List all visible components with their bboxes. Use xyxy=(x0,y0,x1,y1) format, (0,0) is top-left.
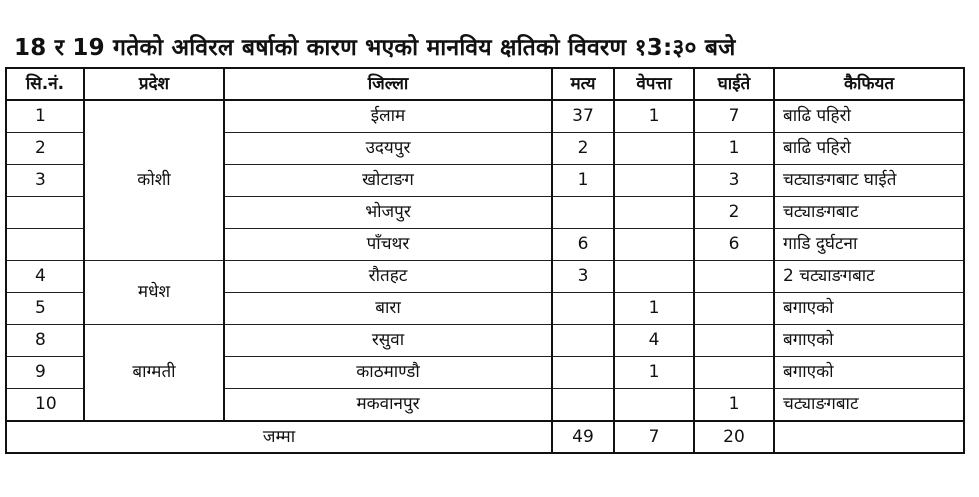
cell-sn xyxy=(6,197,84,229)
cell-missing xyxy=(614,389,694,422)
cell-dead: 3 xyxy=(552,261,614,293)
table-row xyxy=(6,325,964,357)
cell-remarks: बगाएको xyxy=(774,357,964,389)
cell-injured: 7 xyxy=(694,100,774,133)
cell-remarks: बगाएको xyxy=(774,293,964,325)
cell-district: ईलाम xyxy=(224,100,552,133)
cell-missing: 1 xyxy=(614,293,694,325)
document-title: 18 र 19 गतेको अविरल बर्षाको कारण भएको मानविय क्षतिको विवरण १3:३० बजे xyxy=(14,35,736,61)
header-remarks: कैफियत xyxy=(774,68,964,100)
cell-district: पाँचथर xyxy=(224,229,552,261)
cell-remarks: चट्याङगबाट xyxy=(774,389,964,422)
cell-missing xyxy=(614,229,694,261)
cell-dead xyxy=(552,357,614,389)
province-cell: बाग्मती xyxy=(84,325,224,422)
header-sn: सि.नं. xyxy=(6,68,84,100)
cell-injured: 1 xyxy=(694,389,774,422)
total-row xyxy=(6,421,964,453)
cell-sn: 3 xyxy=(6,165,84,197)
cell-dead: 1 xyxy=(552,165,614,197)
cell-district: मकवानपुर xyxy=(224,389,552,422)
table-row xyxy=(6,261,964,293)
cell-injured: 1 xyxy=(694,133,774,165)
total-label: जम्मा xyxy=(6,421,552,453)
cell-missing xyxy=(614,197,694,229)
cell-sn: 4 xyxy=(6,261,84,293)
province-cell: मधेश xyxy=(84,261,224,325)
cell-sn: 8 xyxy=(6,325,84,357)
cell-district: खोटाङग xyxy=(224,165,552,197)
cell-dead xyxy=(552,389,614,422)
header-missing: वेपत्ता xyxy=(614,68,694,100)
cell-missing: 1 xyxy=(614,100,694,133)
cell-injured: 2 xyxy=(694,197,774,229)
cell-remarks: गाडि दुर्घटना xyxy=(774,229,964,261)
cell-district: भोजपुर xyxy=(224,197,552,229)
cell-district: रौतहट xyxy=(224,261,552,293)
total-remarks-empty xyxy=(774,421,964,453)
cell-remarks: चट्याङगबाट घाईते xyxy=(774,165,964,197)
cell-missing: 4 xyxy=(614,325,694,357)
cell-sn: 1 xyxy=(6,100,84,133)
header-row xyxy=(6,68,964,100)
cell-missing xyxy=(614,165,694,197)
cell-dead xyxy=(552,325,614,357)
cell-district: उदयपुर xyxy=(224,133,552,165)
cell-injured xyxy=(694,261,774,293)
cell-dead xyxy=(552,293,614,325)
header-dead: मत्य xyxy=(552,68,614,100)
cell-district: बारा xyxy=(224,293,552,325)
cell-sn: 9 xyxy=(6,357,84,389)
header-district: जिल्ला xyxy=(224,68,552,100)
province-cell: कोशी xyxy=(84,100,224,261)
table-row xyxy=(6,100,964,133)
cell-dead: 37 xyxy=(552,100,614,133)
cell-injured xyxy=(694,293,774,325)
cell-district: रसुवा xyxy=(224,325,552,357)
cell-missing: 1 xyxy=(614,357,694,389)
cell-missing xyxy=(614,261,694,293)
cell-dead xyxy=(552,197,614,229)
cell-injured: 3 xyxy=(694,165,774,197)
casualty-table xyxy=(5,67,965,454)
total-injured: 20 xyxy=(694,421,774,453)
cell-remarks: 2 चट्याङगबाट xyxy=(774,261,964,293)
cell-remarks: बाढि पहिरो xyxy=(774,100,964,133)
header-injured: घाईते xyxy=(694,68,774,100)
cell-sn: 5 xyxy=(6,293,84,325)
cell-remarks: बाढि पहिरो xyxy=(774,133,964,165)
cell-missing xyxy=(614,133,694,165)
total-dead: 49 xyxy=(552,421,614,453)
total-missing: 7 xyxy=(614,421,694,453)
cell-injured xyxy=(694,325,774,357)
cell-remarks: चट्याङगबाट xyxy=(774,197,964,229)
header-province: प्रदेश xyxy=(84,68,224,100)
cell-district: काठमाण्डौ xyxy=(224,357,552,389)
cell-dead: 2 xyxy=(552,133,614,165)
cell-sn: 10 xyxy=(6,389,84,422)
cell-injured: 6 xyxy=(694,229,774,261)
cell-dead: 6 xyxy=(552,229,614,261)
cell-remarks: बगाएको xyxy=(774,325,964,357)
cell-sn xyxy=(6,229,84,261)
cell-injured xyxy=(694,357,774,389)
cell-sn: 2 xyxy=(6,133,84,165)
